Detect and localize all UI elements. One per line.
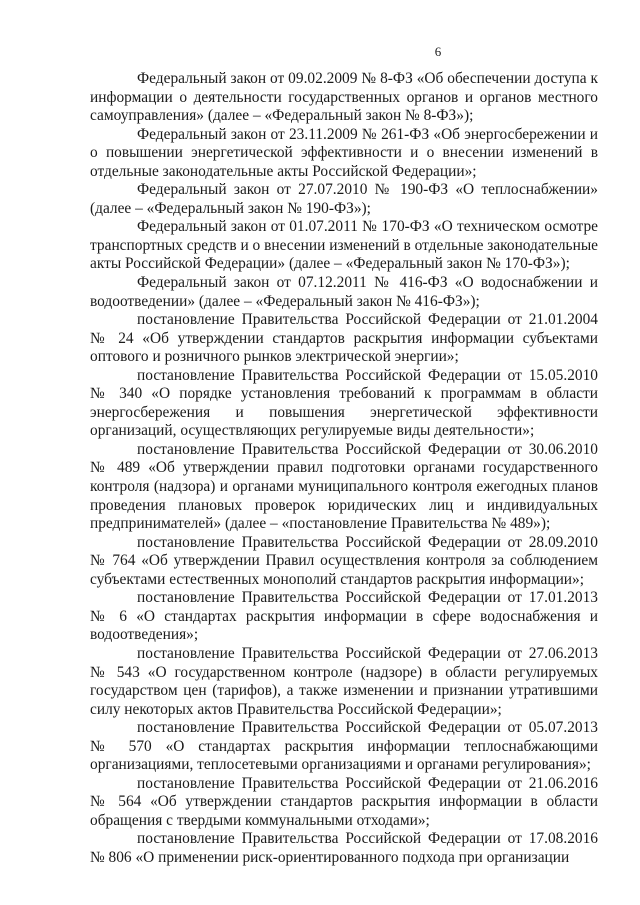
paragraph-decree-806: постановление Правительства Российской Федерации от 17.08.2016 № 806 «О применении риск-ориентированного подхода при организации bbox=[90, 830, 598, 866]
paragraph-decree-24: постановление Правительства Российской Федерации от 21.01.2004 № 24 «Об утверждении стандартов раскрытия информации субъектами оптового и розничного рынков электрической энергии»; bbox=[90, 311, 598, 366]
paragraph-decree-764: постановление Правительства Российской Федерации от 28.09.2010 № 764 «Об утверждении Правил осуществления контроля за соблюдением субъектами естественных монополий стандартов раскрытия информации»; bbox=[90, 533, 598, 588]
paragraph-law-416fz: Федеральный закон от 07.12.2011 № 416-ФЗ «О водоснабжении и водоотведении» (далее – «Федеральный закон № 416-ФЗ»); bbox=[90, 274, 598, 310]
paragraph-decree-564: постановление Правительства Российской Федерации от 21.06.2016 № 564 «Об утверждении стандартов раскрытия информации в области обращения с твердыми коммунальными отходами»; bbox=[90, 774, 598, 829]
paragraph-decree-6: постановление Правительства Российской Федерации от 17.01.2013 № 6 «О стандартах раскрытия информации в сфере водоснабжения и водоотведения»; bbox=[90, 589, 598, 644]
paragraph-decree-570: постановление Правительства Российской Федерации от 05.07.2013 № 570 «О стандартах раскрытия информации теплоснабжающими организациями, теплосетевыми организациями и органами регулирования»; bbox=[90, 719, 598, 774]
paragraph-decree-543: постановление Правительства Российской Федерации от 27.06.2013 № 543 «О государственном контроле (надзоре) в области регулируемых государством цен (тарифов), а также изменении и признании утратившими силу некоторых актов Правительства Российской Федерации»; bbox=[90, 644, 598, 718]
paragraph-decree-340: постановление Правительства Российской Федерации от 15.05.2010 № 340 «О порядке установления требований к программам в области энергосбережения и повышения энергетической эффективности организаций, осуществляющих регулируемые виды деятельности»; bbox=[90, 366, 598, 440]
document-body bbox=[90, 70, 598, 868]
paragraph-law-261fz: Федеральный закон от 23.11.2009 № 261-ФЗ «Об энергосбережении и о повышении энергетической эффективности и о внесении изменений в отдельные законодательные акты Российской Федерации»; bbox=[90, 125, 598, 180]
paragraph-law-8fz: Федеральный закон от 09.02.2009 № 8-ФЗ «Об обеспечении доступа к информации о деятельности государственных органов и органов местного самоуправления» (далее – «Федеральный закон № 8-ФЗ»); bbox=[90, 70, 598, 125]
page-number: 6 bbox=[434, 44, 442, 59]
paragraph-law-170fz: Федеральный закон от 01.07.2011 № 170-ФЗ «О техническом осмотре транспортных средств и о внесении изменений в отдельные законодательные акты Российской Федерации» (далее – «Федеральный закон № 170-ФЗ»); bbox=[90, 218, 598, 273]
paragraph-decree-489: постановление Правительства Российской Федерации от 30.06.2010 № 489 «Об утверждении правил подготовки органами государственного контроля (надзора) и органами муниципального контроля ежегодных планов проведения плановых проверок юридических лиц и индивидуальных предпринимателей» (далее – «постановление Правительства № 489»); bbox=[90, 440, 598, 533]
paragraph-law-190fz: Федеральный закон от 27.07.2010 № 190-ФЗ «О теплоснабжении» (далее – «Федеральный закон № 190-ФЗ»); bbox=[90, 181, 598, 217]
